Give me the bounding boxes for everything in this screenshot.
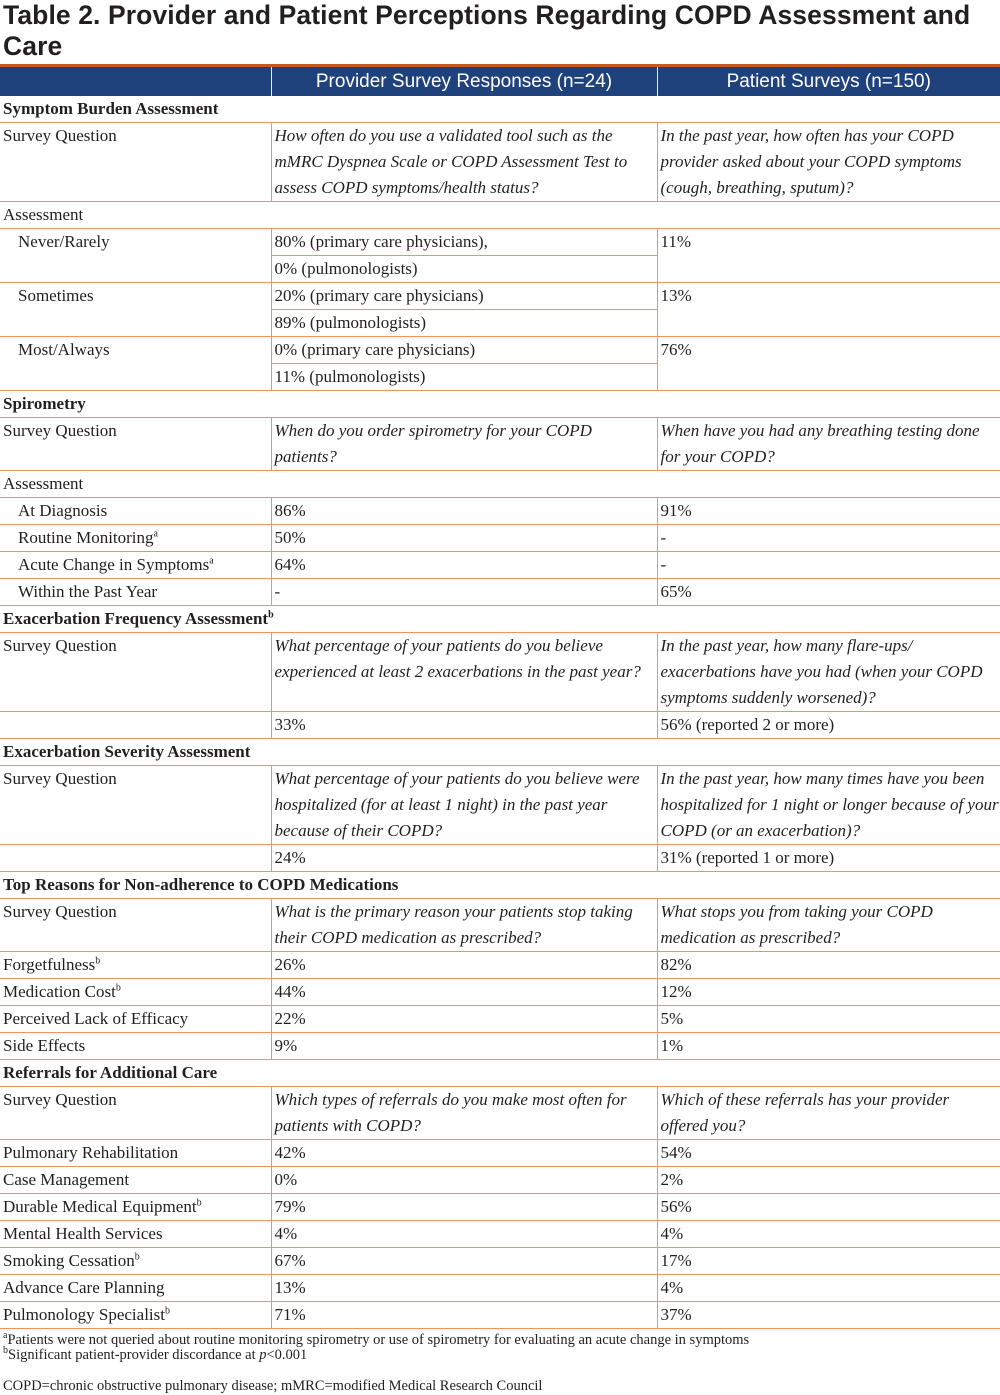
table-row [0,1194,1000,1221]
provider-value [271,498,657,525]
patient-value [657,1248,1000,1275]
table-row [0,1167,1000,1194]
provider-value-text: 71% [274,1305,306,1324]
row-label-text: Most/Always [18,340,110,359]
question-row [0,766,1000,845]
table-row [0,712,1000,739]
section-heading [0,739,1000,766]
patient-value-text: 1% [660,1036,684,1055]
question-patient [657,899,1000,952]
section-row [0,739,1000,766]
provider-value [271,525,657,552]
patient-value [657,1275,1000,1302]
section-heading-text: Exacerbation Severity Assessment [3,742,251,761]
row-label-text: Durable Medical Equipment [3,1197,197,1216]
question-patient [657,766,1000,845]
table-row [0,1221,1000,1248]
provider-value-text: 44% [274,982,306,1001]
section-heading-text: Referrals for Additional Care [3,1063,218,1082]
row-label [0,283,271,337]
provider-value-text: 64% [274,555,306,574]
row-label-text: Pulmonology Specialist [3,1305,165,1324]
row-label-text: Smoking Cessation [3,1251,135,1270]
assessment-row [0,202,1000,229]
table-row [0,552,1000,579]
row-label [0,845,271,872]
patient-value [657,498,1000,525]
table-row [0,1140,1000,1167]
footnote-b [3,1345,1000,1363]
patient-value-text: 4% [660,1224,684,1243]
provider-pcp-text: 20% (primary care physicians) [274,286,484,305]
table-row [0,845,1000,872]
row-label [0,1248,271,1275]
row-label-text: At Diagnosis [18,501,108,520]
question-provider [271,418,657,471]
patient-value [657,229,1000,283]
section-heading [0,606,1000,633]
question-provider-text: When do you order spirometry for your COPD patients? [274,421,592,466]
assessment-label-text: Assessment [3,205,84,224]
provider-value [271,1248,657,1275]
question-patient [657,1087,1000,1140]
question-provider-text: What percentage of your patients do you believe experienced at least 2 exacerbations in the past year? [274,636,641,681]
row-label [0,1033,271,1060]
question-label [0,1087,271,1140]
row-label-sup: b [196,1197,202,1209]
question-patient-text: Which of these referrals has your provider offered you? [660,1090,950,1135]
patient-value-text: 13% [660,286,692,305]
footnote-b-text: Significant patient-provider discordance at [8,1347,260,1363]
question-provider [271,899,657,952]
row-label [0,1194,271,1221]
question-provider [271,123,657,202]
row-label [0,1140,271,1167]
row-label [0,525,271,552]
row-label-sup: b [164,1305,170,1317]
row-label-text: Pulmonary Rehabilitation [3,1143,179,1162]
row-label-text: Medication Cost [3,982,116,1001]
provider-value [271,952,657,979]
provider-value-text: 26% [274,955,306,974]
provider-value [271,979,657,1006]
footnotes [0,1329,1000,1363]
section-heading-text: Exacerbation Frequency Assessment [3,609,269,628]
row-label [0,979,271,1006]
question-label-text: Survey Question [3,902,117,921]
patient-value [657,979,1000,1006]
patient-value-text: 31% (reported 1 or more) [660,848,835,867]
question-provider [271,1087,657,1140]
provider-pulm [271,364,657,391]
row-label-text: Perceived Lack of Efficacy [3,1009,189,1028]
provider-pulm [271,256,657,283]
footnote-b-p: p [259,1347,267,1363]
provider-value [271,1221,657,1248]
section-heading [0,96,1000,123]
patient-value-text: 65% [660,582,692,601]
question-provider-text: Which types of referrals do you make most often for patients with COPD? [274,1090,627,1135]
assessment-label [0,471,1000,498]
provider-pulm-text: 0% (pulmonologists) [274,259,418,278]
header-patient: Patient Surveys (n=150) [657,66,1000,97]
table-title: Table 2. Provider and Patient Perceptions Regarding COPD Assessment and Care [3,0,971,61]
question-label [0,123,271,202]
provider-value [271,1033,657,1060]
provider-value-text: 24% [274,848,306,867]
patient-value [657,1221,1000,1248]
provider-value-text: 67% [274,1251,306,1270]
row-label-text: Never/Rarely [18,232,110,251]
question-label-text: Survey Question [3,421,117,440]
patient-value [657,952,1000,979]
question-patient [657,123,1000,202]
patient-value [657,337,1000,391]
footnote-a [3,1330,1000,1348]
provider-pulm-text: 11% (pulmonologists) [274,367,426,386]
row-label-text: Forgetfulness [3,955,96,974]
patient-value [657,1140,1000,1167]
patient-value-text: 17% [660,1251,692,1270]
provider-value [271,1302,657,1329]
question-label-text: Survey Question [3,769,117,788]
table-row [0,1006,1000,1033]
table-row [0,979,1000,1006]
row-label [0,579,271,606]
patient-value [657,845,1000,872]
provider-pulm-text: 89% (pulmonologists) [274,313,427,332]
assessment-label [0,202,1000,229]
copd-table [0,64,1000,1329]
provider-value-text: 50% [274,528,306,547]
row-label [0,498,271,525]
row-label [0,712,271,739]
row-label [0,229,271,283]
patient-value-text: 82% [660,955,692,974]
question-patient-text: What stops you from taking your COPD medication as prescribed? [660,902,933,947]
table-row [0,952,1000,979]
provider-pcp-text: 80% (primary care physicians), [274,232,488,251]
question-patient-text: In the past year, how often has your COPD provider asked about your COPD symptoms (cough, breathing, sputum)? [660,126,962,197]
section-heading-sup: b [268,609,274,621]
patient-value [657,283,1000,337]
row-label-text: Routine Monitoring [18,528,154,547]
table-row [0,283,1000,310]
question-label [0,899,271,952]
question-provider-text: What percentage of your patients do you believe were hospitalized (for at least 1 night) in the past year because of their COPD? [274,769,640,840]
provider-pcp [271,229,657,256]
provider-pcp [271,337,657,364]
table-row [0,579,1000,606]
question-label-text: Survey Question [3,1090,117,1109]
section-heading [0,872,1000,899]
assessment-label-text: Assessment [3,474,84,493]
provider-value-text: 13% [274,1278,306,1297]
assessment-row [0,471,1000,498]
patient-value [657,579,1000,606]
patient-value-text: 11% [660,232,692,251]
patient-value [657,1194,1000,1221]
provider-value [271,1275,657,1302]
section-row [0,96,1000,123]
patient-value-text: 56% (reported 2 or more) [660,715,835,734]
question-provider [271,766,657,845]
row-label [0,337,271,391]
section-row [0,1060,1000,1087]
section-heading-text: Spirometry [3,394,86,413]
row-label-sup: b [95,955,101,967]
footnote-a-mark: a [3,1330,8,1342]
patient-value-text: 5% [660,1009,684,1028]
table-row [0,1275,1000,1302]
abbreviations: COPD=chronic obstructive pulmonary disease; mMRC=modified Medical Research Council [3,1378,543,1394]
patient-value-text: - [660,528,667,547]
question-label-text: Survey Question [3,126,117,145]
header-blank [0,66,271,97]
patient-value-text: 37% [660,1305,692,1324]
row-label-text: Acute Change in Symptoms [18,555,210,574]
row-label [0,1006,271,1033]
provider-value [271,552,657,579]
row-label [0,1221,271,1248]
patient-value [657,1033,1000,1060]
question-label-text: Survey Question [3,636,117,655]
question-patient-text: When have you had any breathing testing done for your COPD? [660,421,980,466]
patient-value-text: 2% [660,1170,684,1189]
section-row [0,606,1000,633]
question-label [0,418,271,471]
question-row [0,418,1000,471]
provider-value-text: 86% [274,501,306,520]
row-label [0,952,271,979]
question-row [0,633,1000,712]
provider-value [271,1140,657,1167]
provider-value-text: 9% [274,1036,298,1055]
patient-value [657,712,1000,739]
provider-value [271,579,657,606]
footnote-b-mark: b [3,1345,8,1357]
section-heading [0,1060,1000,1087]
provider-value-text: 4% [274,1224,298,1243]
row-label-sup: a [153,528,158,540]
question-row [0,123,1000,202]
patient-value [657,1167,1000,1194]
row-label [0,1302,271,1329]
patient-value-text: 76% [660,340,692,359]
provider-pulm [271,310,657,337]
section-heading [0,391,1000,418]
row-label-text: Mental Health Services [3,1224,163,1243]
provider-value-text: 79% [274,1197,306,1216]
row-label-text: Side Effects [3,1036,86,1055]
provider-value [271,1167,657,1194]
provider-value [271,1006,657,1033]
question-label [0,633,271,712]
footnote-a-text: Patients were not queried about routine monitoring spirometry or use of spirometry for evaluating an acute change in symptoms [7,1332,750,1348]
provider-value-text: - [274,582,281,601]
patient-value-text: 12% [660,982,692,1001]
section-row [0,872,1000,899]
row-label-sup: b [134,1251,140,1263]
row-label [0,1275,271,1302]
provider-value [271,845,657,872]
provider-value-text: 33% [274,715,306,734]
table-row [0,498,1000,525]
table-row [0,229,1000,256]
row-label [0,1167,271,1194]
patient-value-text: 91% [660,501,692,520]
row-label-text: Advance Care Planning [3,1278,165,1297]
question-label [0,766,271,845]
row-label-sup: b [115,982,121,994]
table-row [0,337,1000,364]
patient-value-text: - [660,555,667,574]
table-row [0,1248,1000,1275]
patient-value [657,552,1000,579]
provider-value-text: 0% [274,1170,298,1189]
question-patient [657,633,1000,712]
patient-value-text: 54% [660,1143,692,1162]
patient-value [657,525,1000,552]
question-provider [271,633,657,712]
question-patient [657,418,1000,471]
provider-value-text: 42% [274,1143,306,1162]
provider-value [271,712,657,739]
row-label-sup: a [209,555,214,567]
row-label-text: Sometimes [18,286,94,305]
row-label [0,552,271,579]
question-provider-text: How often do you use a validated tool such as the mMRC Dyspnea Scale or COPD Assessment Test to assess COPD symptoms/health status? [274,126,628,197]
question-patient-text: In the past year, how many times have you been hospitalized for 1 night or longer because of your COPD (or an exacerbation)? [660,769,999,840]
patient-value [657,1302,1000,1329]
question-row [0,1087,1000,1140]
section-heading-text: Symptom Burden Assessment [3,99,219,118]
question-row [0,899,1000,952]
row-label-text: Within the Past Year [18,582,158,601]
section-heading-text: Top Reasons for Non-adherence to COPD Medications [3,875,399,894]
section-row [0,391,1000,418]
table-row [0,1033,1000,1060]
patient-value-text: 56% [660,1197,692,1216]
header-provider: Provider Survey Responses (n=24) [271,66,657,97]
footnote-b-tail: <0.001 [266,1347,308,1363]
question-patient-text: In the past year, how many flare-ups/ exacerbations have you had (when your COPD symptoms suddenly worsened)? [660,636,983,707]
provider-pcp-text: 0% (primary care physicians) [274,340,476,359]
provider-pcp [271,283,657,310]
row-label-text: Case Management [3,1170,130,1189]
table-row [0,525,1000,552]
provider-value [271,1194,657,1221]
provider-value-text: 22% [274,1009,306,1028]
question-provider-text: What is the primary reason your patients stop taking their COPD medication as prescribed? [274,902,633,947]
patient-value-text: 4% [660,1278,684,1297]
patient-value [657,1006,1000,1033]
table-row [0,1302,1000,1329]
